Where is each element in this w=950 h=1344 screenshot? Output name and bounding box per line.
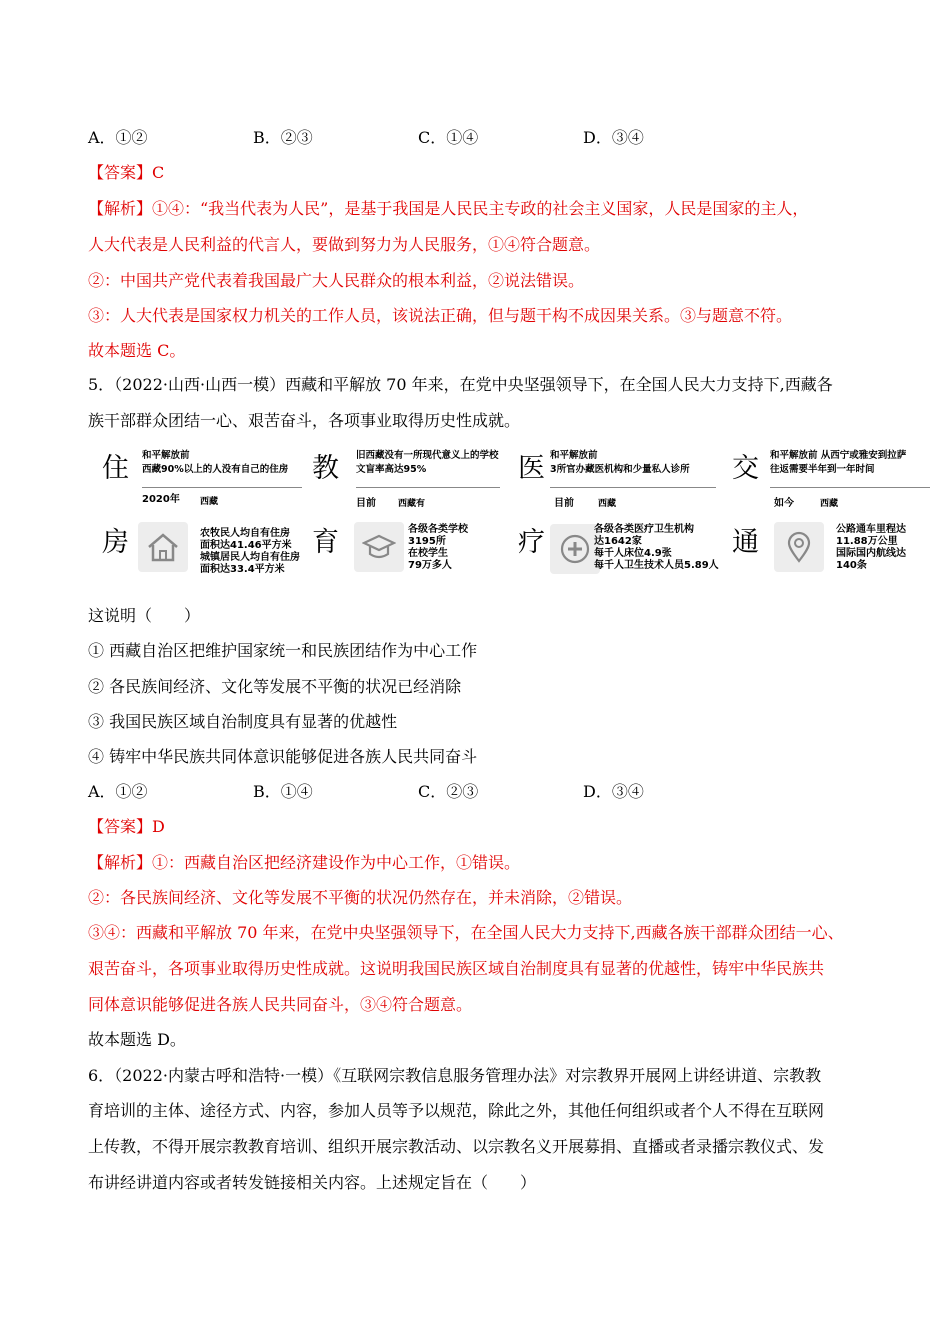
housing-stat-4: 面积达33.4平方米: [200, 564, 285, 575]
infographic-transport: [732, 440, 932, 590]
housing-before-text: 西藏90%以上的人没有自己的住房: [142, 464, 289, 475]
q5-option-c: C．②③: [418, 782, 479, 801]
q5-answer: 【答案】D: [88, 817, 165, 836]
q4-option-a: A．①②: [88, 128, 148, 147]
q6-stem-line-1: 6．（2022·内蒙古呼和浩特·一模）《互联网宗教信息服务管理办法》对宗教界开展网上讲经讲道、宗教教: [88, 1066, 822, 1085]
medical-char-1: 医: [518, 453, 545, 484]
medical-cross-icon: [550, 524, 600, 574]
transport-stat-4: 140条: [836, 560, 867, 571]
q5-analysis-line-1: 【解析】①：西藏自治区把经济建设作为中心工作，①错误。: [88, 853, 521, 872]
divider: [770, 487, 930, 488]
q4-option-d: D．③④: [583, 128, 644, 147]
housing-stat-3: 城镇居民人均自有住房: [200, 552, 300, 563]
housing-stat-1: 农牧民人均自有住房: [200, 528, 290, 539]
q4-analysis-line-1: 【解析】①④：“我当代表为人民”，是基于我国是人民民主专政的社会主义国家，人民是国家的主人，: [88, 199, 809, 218]
education-stat-2: 3195所: [408, 536, 446, 547]
medical-now-label: 目前: [554, 498, 574, 509]
medical-stat-4: 每千人卫生技术人员5.89人: [594, 560, 719, 571]
housing-char-2: 房: [102, 527, 129, 558]
medical-char-2: 疗: [518, 527, 545, 558]
q5-analysis-line-5: 同体意识能够促进各族人民共同奋斗，③④符合题意。: [88, 995, 473, 1014]
q5-statement-2: ② 各民族间经济、文化等发展不平衡的状况已经消除: [88, 677, 462, 696]
q5-statement-1: ① 西藏自治区把维护国家统一和民族团结作为中心工作: [88, 641, 478, 660]
divider: [550, 487, 716, 488]
q5-option-d: D．③④: [583, 782, 644, 801]
q5-stem-line-1: 5．（2022·山西·山西一模）西藏和平解放 70 年来，在党中央坚强领导下，在全国人民大力支持下,西藏各: [88, 375, 833, 394]
q6-stem-line-3: 上传教，不得开展宗教教育培训、组织开展宗教活动、以宗教名义开展募捐、直播或者录播宗教仪式、发: [88, 1137, 825, 1156]
location-pin-icon: [774, 522, 824, 572]
transport-char-2: 通: [732, 527, 759, 558]
education-now-place: 西藏有: [398, 499, 426, 509]
infographic-education: [310, 440, 510, 590]
infographic-housing: [96, 440, 300, 590]
q5-conclusion: 故本题选 D。: [88, 1030, 186, 1049]
education-char-1: 教: [312, 453, 339, 484]
transport-before-text: 往返需要半年到一年时间: [770, 464, 875, 475]
education-now-label: 目前: [356, 498, 376, 509]
q5-analysis-line-3: ③④：西藏和平解放 70 年来，在党中央坚强领导下，在全国人民大力支持下,西藏各族干部群众团结一心、: [88, 923, 844, 942]
q5-statement-3: ③ 我国民族区域自治制度具有显著的优越性: [88, 712, 398, 731]
housing-now-label: 2020年: [142, 494, 180, 505]
q6-stem-line-2: 育培训的主体、途径方式、内容，参加人员等予以规范，除此之外，其他任何组织或者个人不得在互联网: [88, 1101, 825, 1120]
transport-before-title: 和平解放前 从西宁或雅安到拉萨: [770, 450, 907, 461]
q4-options: [88, 127, 868, 149]
medical-before-title: 和平解放前: [550, 450, 598, 461]
q4-conclusion: 故本题选 C。: [88, 341, 186, 360]
q4-answer: 【答案】C: [88, 163, 165, 182]
transport-now-label: 如今: [774, 498, 794, 509]
transport-stat-3: 国际国内航线达: [836, 548, 906, 559]
q5-statement-4: ④ 铸牢中华民族共同体意识能够促进各族人民共同奋斗: [88, 747, 478, 766]
q5-option-a: A．①②: [88, 782, 148, 801]
transport-char-1: 交: [732, 453, 759, 484]
transport-now-place: 西藏: [820, 499, 839, 509]
q5-analysis-line-4: 艰苦奋斗，各项事业取得历史性成就。这说明我国民族区域自治制度具有显著的优越性，铸牢中华民族共: [88, 959, 825, 978]
q4-analysis-line-2: 人大代表是人民利益的代言人，要做到努力为人民服务，①④符合题意。: [88, 235, 601, 254]
education-char-2: 育: [312, 527, 339, 558]
graduation-cap-icon: [354, 522, 404, 572]
housing-now-place: 西藏: [200, 497, 219, 507]
housing-char-1: 住: [102, 453, 129, 484]
medical-stat-2: 达1642家: [594, 536, 642, 547]
q4-option-c: C．①④: [418, 128, 479, 147]
q5-options: [88, 781, 868, 803]
infographic-medical: [516, 440, 719, 590]
q5-stem-line-2: 族干部群众团结一心、艰苦奋斗，各项事业取得历史性成就。: [88, 411, 521, 430]
education-before-text: 文盲率高达95%: [356, 464, 427, 475]
education-stat-4: 79万多人: [408, 560, 452, 571]
medical-before-text: 3所官办藏医机构和少量私人诊所: [550, 464, 690, 475]
q4-analysis-line-3: ②：中国共产党代表着我国最广大人民群众的根本利益，②说法错误。: [88, 271, 585, 290]
q4-analysis-line-4: ③：人大代表是国家权力机关的工作人员，该说法正确，但与题干构不成因果关系。③与题意不符。: [88, 306, 793, 325]
divider: [356, 487, 500, 488]
housing-stat-2: 面积达41.46平方米: [200, 540, 292, 551]
medical-stat-3: 每千人床位4.9张: [594, 548, 672, 559]
q6-stem-line-4: 布讲经讲道内容或者转发链接相关内容。上述规定旨在（ ）: [88, 1173, 537, 1192]
q5-analysis-line-2: ②：各民族间经济、文化等发展不平衡的状况仍然存在，并未消除，②错误。: [88, 888, 633, 907]
q5-prompt: 这说明（ ）: [88, 606, 201, 625]
medical-now-place: 西藏: [598, 499, 617, 509]
q5-option-b: B．①④: [253, 782, 313, 801]
q5-infographic: [96, 440, 936, 590]
q4-option-b: B．②③: [253, 128, 313, 147]
education-stat-3: 在校学生: [408, 548, 448, 559]
house-icon: [138, 522, 188, 572]
transport-stat-1: 公路通车里程达: [836, 524, 906, 535]
education-stat-1: 各级各类学校: [408, 524, 468, 535]
medical-stat-1: 各级各类医疗卫生机构: [594, 524, 694, 535]
education-before-title: 旧西藏没有一所现代意义上的学校: [356, 450, 499, 461]
housing-before-title: 和平解放前: [142, 450, 190, 461]
transport-stat-2: 11.88万公里: [836, 536, 898, 547]
divider: [142, 487, 302, 488]
